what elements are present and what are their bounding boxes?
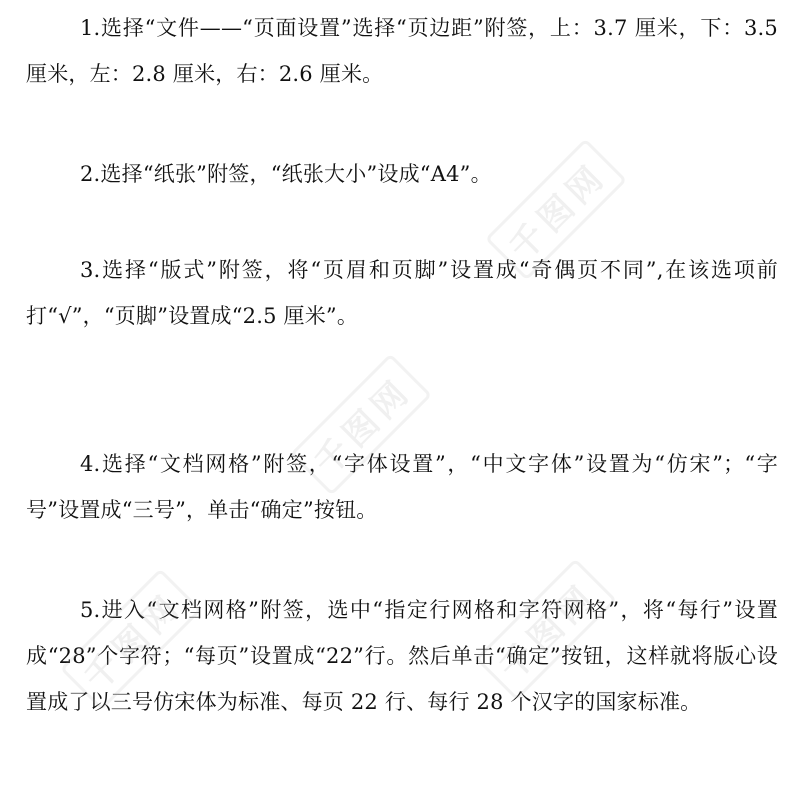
watermark-text: 千图网 <box>60 568 202 710</box>
instruction-paragraph-1: 1.选择“文件——“页面设置”选择“页边距”附签，上：3.7 厘米，下：3.5 厘米，左：2.8 厘米，右：2.6 厘米。 <box>26 16 778 86</box>
watermark-text: 千图网 <box>485 138 627 280</box>
watermark-text: 千图网 <box>290 353 432 495</box>
instruction-paragraph-2: 2.选择“纸张”附签，“纸张大小”设成“A4”。 <box>80 162 492 186</box>
instruction-paragraph-4: 4.选择“文档网格”附签，“字体设置”，“中文字体”设置为“仿宋”；“字号”设置成“三号”，单击“确定”按钮。 <box>26 452 778 522</box>
instruction-paragraph-3: 3.选择“版式”附签，将“页眉和页脚”设置成“奇偶页不同”,在该选项前打“√”，“页脚”设置成“2.5 厘米”。 <box>26 258 778 328</box>
watermark-text: 千图网 <box>475 558 617 700</box>
instruction-paragraph-5: 5.进入“文档网格”附签，选中“指定行网格和字符网格”，将“每行”设置成“28”个字符；“每页”设置成“22”行。然后单击“确定”按钮，这样就将版心设置成了以三号仿宋体为标准、每页 22 行、每行 28 个汉字的国家标准。 <box>26 598 778 714</box>
